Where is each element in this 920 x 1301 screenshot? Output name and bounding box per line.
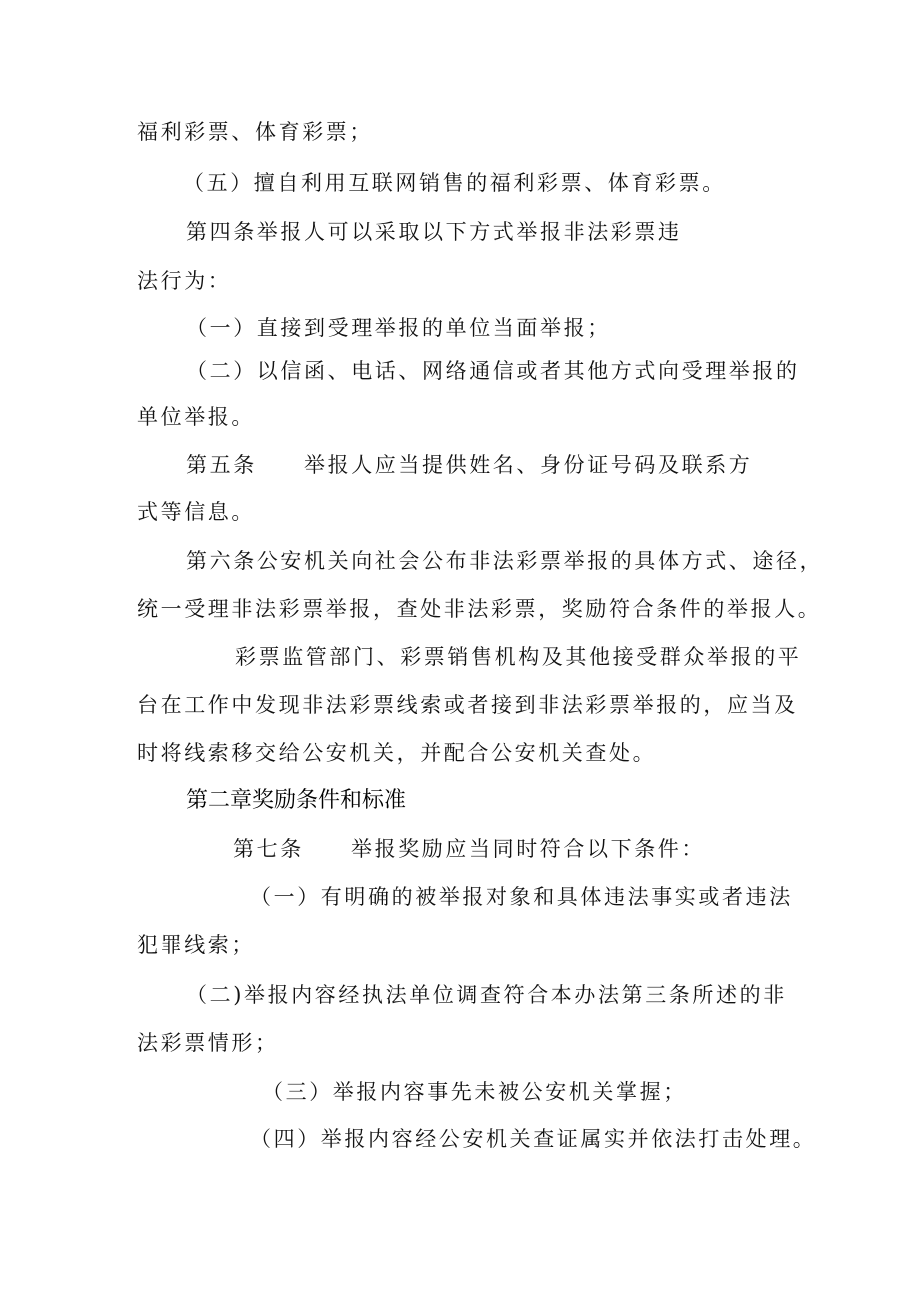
text-line: （一）直接到受理举报的单位当面举报； — [186, 316, 611, 340]
text-line: （四）举报内容经公安机关查证属实并依法打击处理。 — [250, 1127, 817, 1151]
text-line: 法彩票情形； — [137, 1031, 279, 1055]
text-line: （五）擅自利用互联网销售的福利彩票、体育彩票。 — [183, 171, 726, 195]
text-line: 福利彩票、体育彩票； — [137, 120, 373, 144]
text-line: 统一受理非法彩票举报，查处非法彩票，奖励符合条件的举报人。 — [137, 597, 822, 621]
text-line: 第七条 举报奖励应当同时符合以下条件： — [233, 837, 705, 861]
text-line: （二）以信函、电话、网络通信或者其他方式向受理举报的 — [186, 359, 800, 383]
text-line: 第五条 举报人应当提供姓名、身份证号码及联系方 — [186, 453, 753, 477]
chapter-heading: 第二章奖励条件和标准 — [186, 788, 407, 813]
text-line: 法行为： — [137, 269, 232, 293]
text-line: （三）举报内容事先未被公安机关掌握； — [262, 1080, 687, 1104]
text-line: 彩票监管部门、彩票销售机构及其他接受群众举报的平 — [235, 645, 802, 669]
text-line: （二)举报内容经执法单位调查符合本办法第三条所述的非 — [186, 983, 787, 1007]
text-line: 式等信息。 — [137, 500, 255, 524]
text-line: 时将线索移交给公安机关，并配合公安机关查处。 — [137, 741, 657, 765]
text-line: 第六条公安机关向社会公布非法彩票举报的具体方式、途径， — [186, 549, 824, 573]
text-line: 犯罪线索； — [137, 933, 255, 957]
text-line: 台在工作中发现非法彩票线索或者接到非法彩票举报的，应当及 — [137, 693, 798, 717]
text-line: （一）有明确的被举报对象和具体违法事实或者违法 — [250, 885, 793, 909]
text-line: 单位举报。 — [137, 405, 255, 429]
text-line: 第四条举报人可以采取以下方式举报非法彩票违 — [186, 220, 682, 244]
